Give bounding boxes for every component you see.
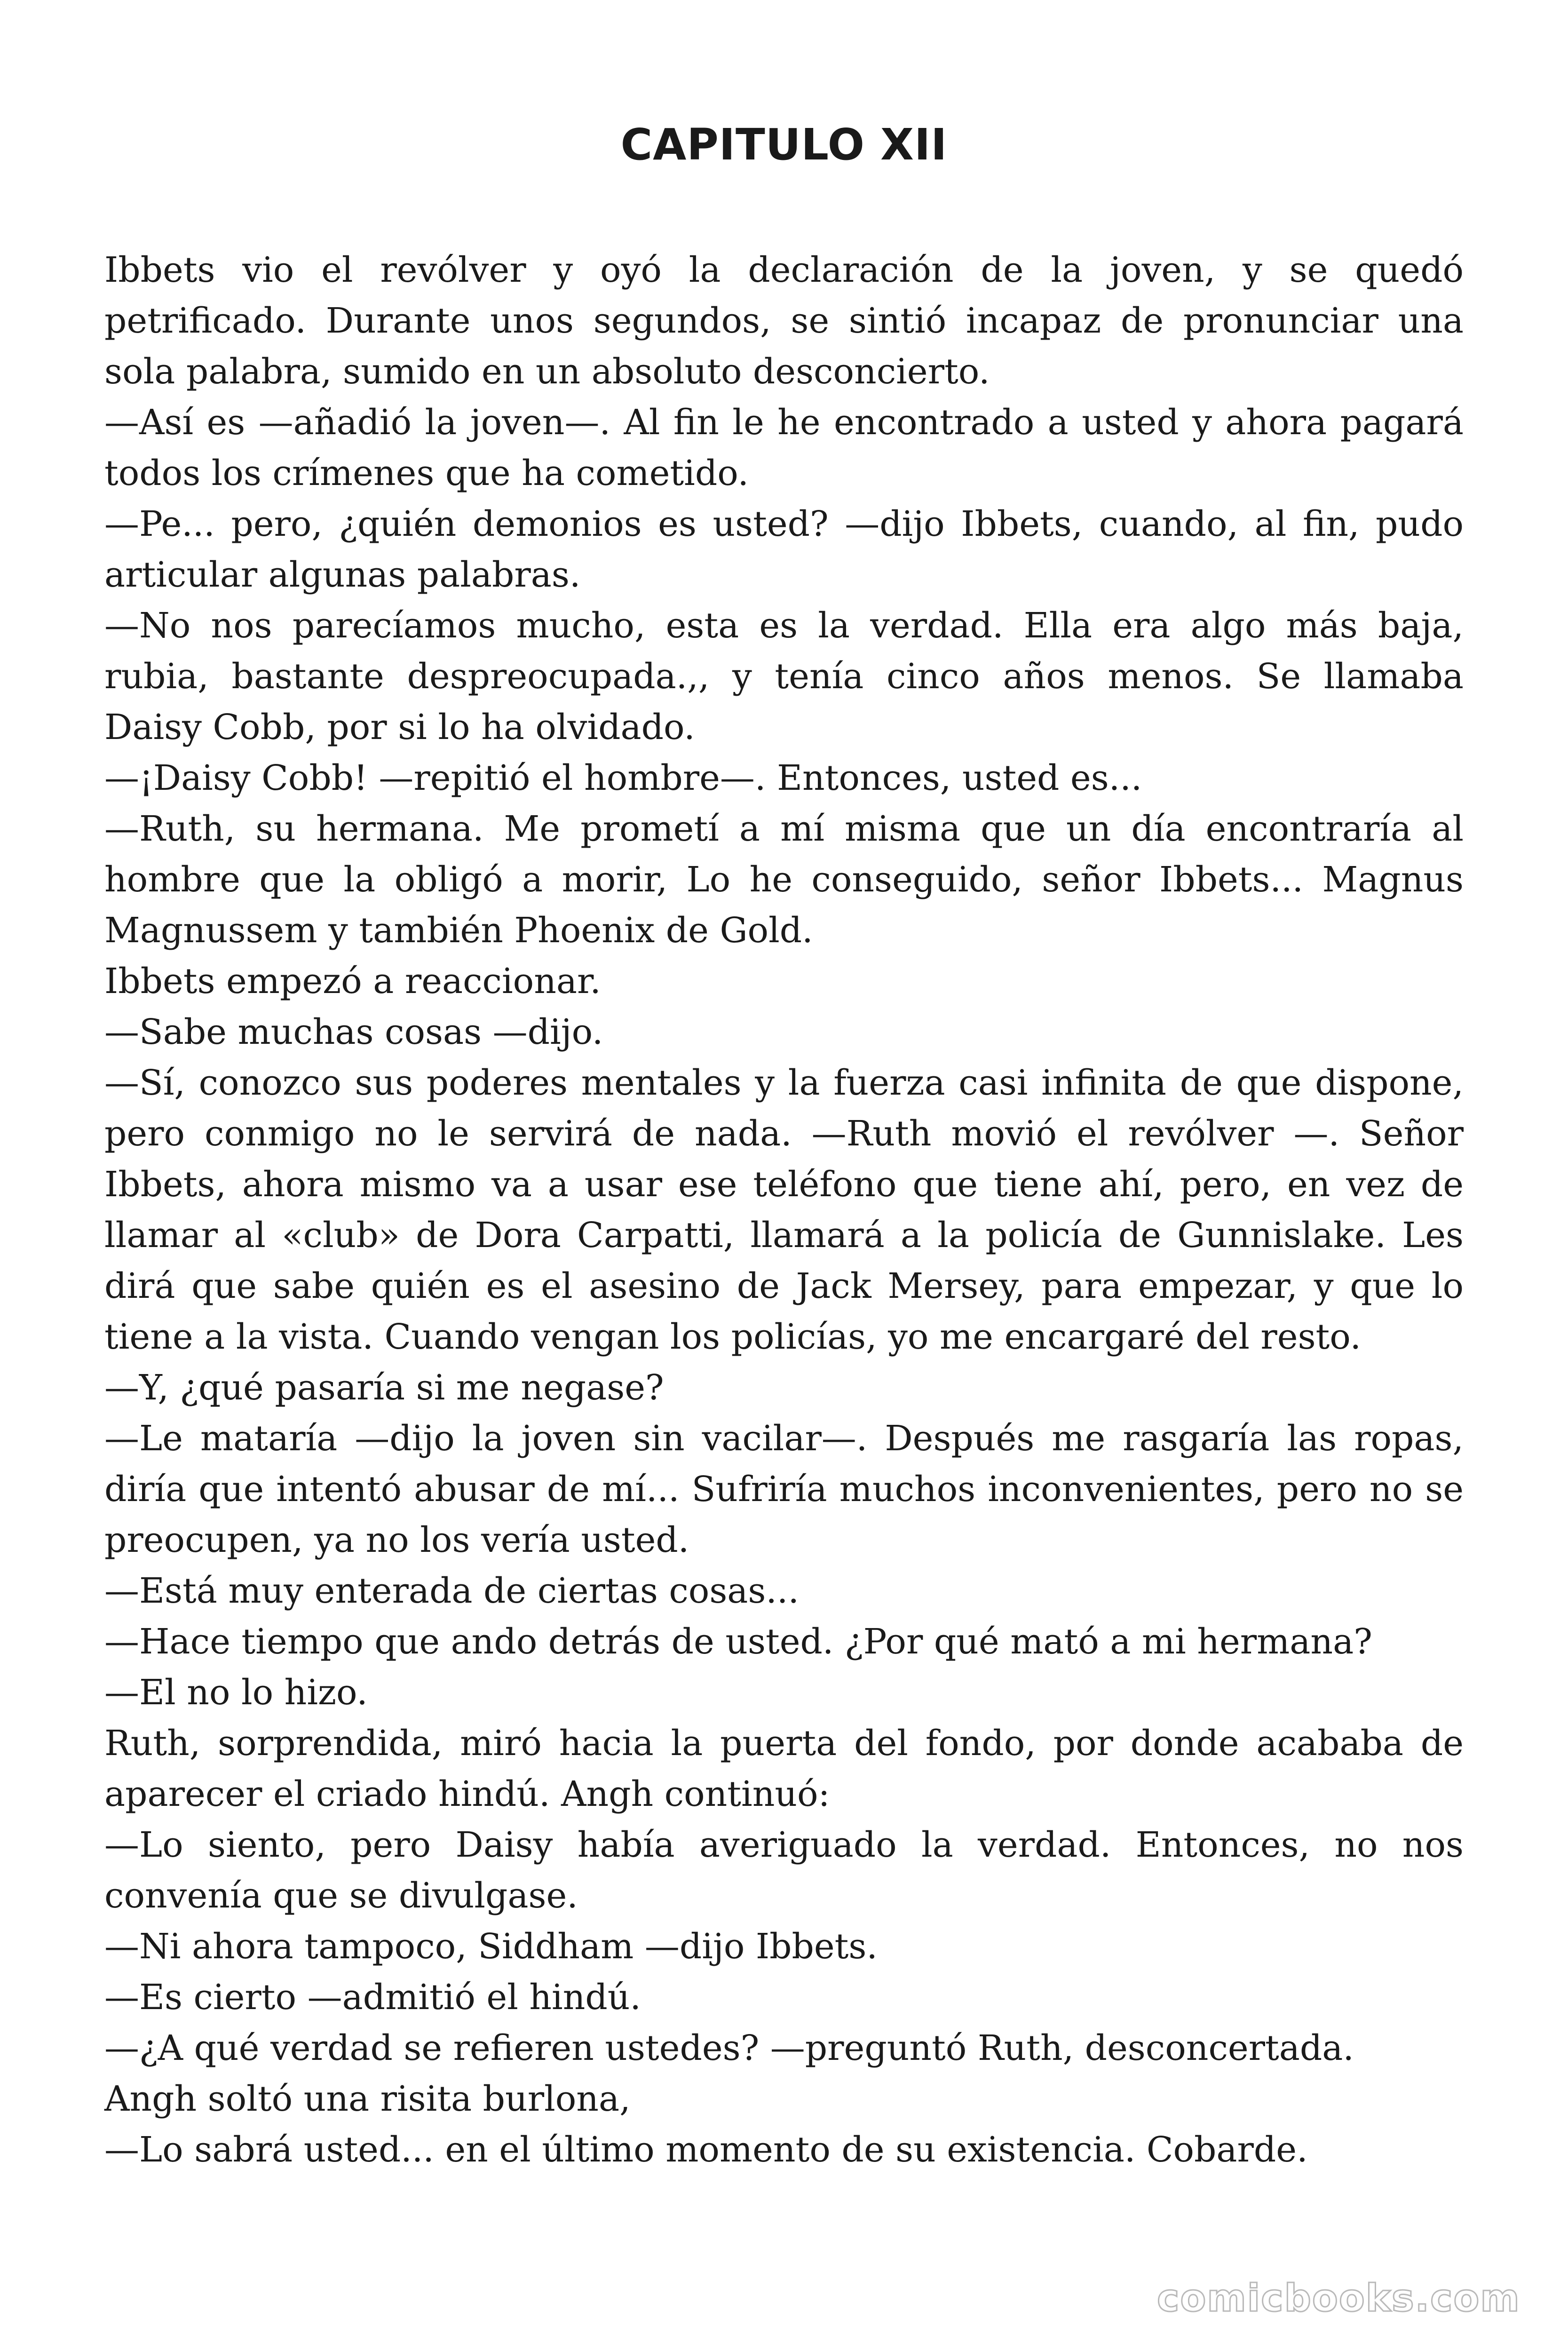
paragraph: —Así es —añadió la joven—. Al fin le he encontrado a usted y ahora pagará todos los crímenes que ha cometido. bbox=[104, 402, 1464, 493]
chapter-body bbox=[104, 245, 1464, 2175]
paragraph: —Ni ahora tampoco, Siddham —dijo Ibbets. bbox=[104, 1926, 878, 1967]
paragraph: —Le mataría —dijo la joven sin vacilar—. Después me rasgaría las ropas, diría que intentó abusar de mí... Sufriría muchos inconvenientes, pero no se preocupen, ya no los vería usted. bbox=[104, 1418, 1464, 1560]
paragraph: —Sabe muchas cosas —dijo. bbox=[104, 1012, 603, 1052]
paragraph: —El no lo hizo. bbox=[104, 1672, 368, 1713]
paragraph: —Lo sabrá usted... en el último momento de su existencia. Cobarde. bbox=[104, 2130, 1308, 2170]
paragraph: —Sí, conozco sus poderes mentales y la fuerza casi infinita de que dispone, pero conmigo no le servirá de nada. —Ruth movió el revólver —. Señor Ibbets, ahora mismo va a usar ese teléfono que tiene ahí, pero, en vez de llamar al «club» de Dora Carpatti, llamará a la policía de Gunnislake. Les dirá que sabe quién es el asesino de Jack Mersey, para empezar, y que lo tiene a la vista. Cuando vengan los policías, yo me encargaré del resto. bbox=[104, 1063, 1464, 1357]
paragraph: Ibbets empezó a reaccionar. bbox=[104, 961, 601, 1001]
paragraph: —¿A qué verdad se refieren ustedes? —preguntó Ruth, desconcertada. bbox=[104, 2028, 1354, 2068]
paragraph: —Y, ¿qué pasaría si me negase? bbox=[104, 1367, 664, 1408]
paragraph: —Es cierto —admitió el hindú. bbox=[104, 1977, 641, 2018]
chapter-title: CAPITULO XII bbox=[620, 119, 948, 170]
paragraph: —Hace tiempo que ando detrás de usted. ¿Por qué mató a mi hermana? bbox=[104, 1621, 1372, 1662]
paragraph: —Pe... pero, ¿quién demonios es usted? —dijo Ibbets, cuando, al fin, pudo articular algunas palabras. bbox=[104, 504, 1464, 595]
paragraph: Angh soltó una risita burlona, bbox=[104, 2079, 631, 2119]
paragraph: —Está muy enterada de ciertas cosas... bbox=[104, 1571, 799, 1611]
paragraph: —No nos parecíamos mucho, esta es la verdad. Ella era algo más baja, rubia, bastante despreocupada.,, y tenía cinco años menos. Se llamaba Daisy Cobb, por si lo ha olvidado. bbox=[104, 605, 1464, 747]
paragraph: —¡Daisy Cobb! —repitió el hombre—. Entonces, usted es... bbox=[104, 758, 1142, 798]
paragraph: Ruth, sorprendida, miró hacia la puerta del fondo, por donde acababa de aparecer el criado hindú. Angh continuó: bbox=[104, 1723, 1464, 1814]
paragraph: —Lo siento, pero Daisy había averiguado la verdad. Entonces, no nos convenía que se divulgase. bbox=[104, 1825, 1464, 1916]
paragraph: —Ruth, su hermana. Me prometí a mí misma que un día encontraría al hombre que la obligó a morir, Lo he conseguido, señor Ibbets... Magnus Magnussem y también Phoenix de Gold. bbox=[104, 809, 1464, 951]
site-watermark: comicbooks.com bbox=[1157, 2276, 1520, 2320]
paragraph: Ibbets vio el revólver y oyó la declaración de la joven, y se quedó petrificado. Durante unos segundos, se sintió incapaz de pronunciar una sola palabra, sumido en un absoluto desconcierto. bbox=[104, 250, 1464, 392]
